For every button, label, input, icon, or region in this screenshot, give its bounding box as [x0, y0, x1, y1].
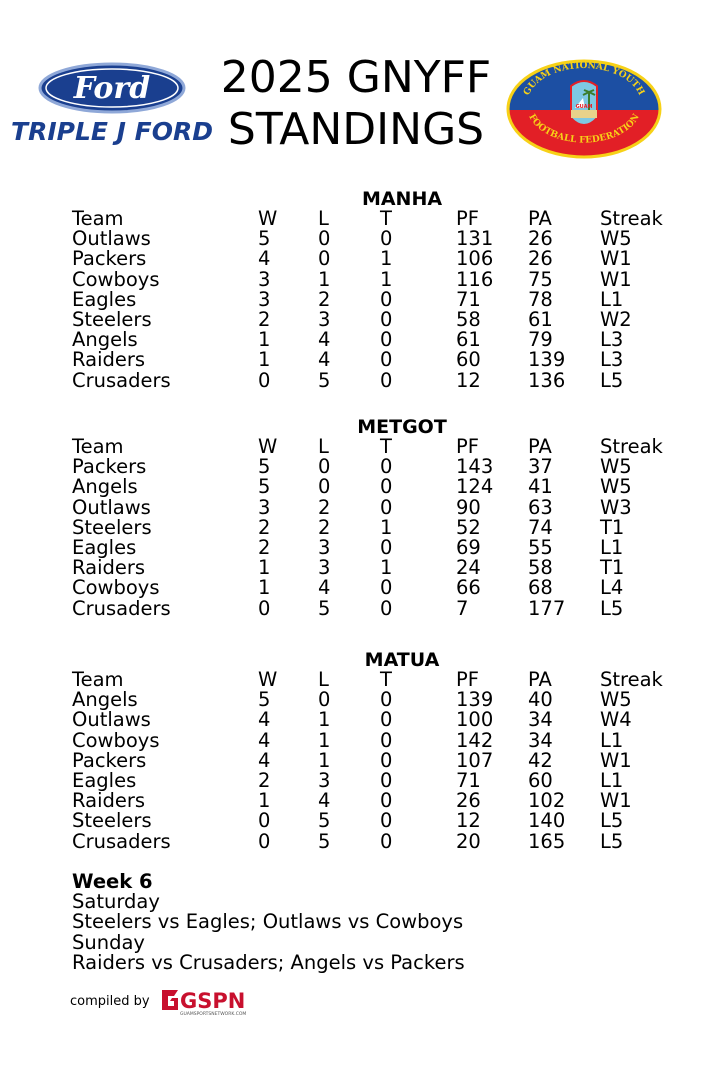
stat-cell: L5 [600, 368, 624, 392]
stat-cell: 124 [456, 475, 494, 499]
stat-cell: 0 [380, 596, 393, 620]
stat-cell: 0 [380, 227, 393, 251]
column-header: Streak [600, 207, 663, 230]
stat-cell: 5 [258, 688, 271, 712]
stat-cell: 0 [318, 475, 331, 499]
team-name-cell: Outlaws [72, 495, 151, 519]
stat-cell: 63 [528, 495, 553, 519]
table-row [72, 477, 690, 497]
stat-cell: 0 [258, 829, 271, 853]
table-row [72, 270, 690, 290]
stat-cell: 2 [258, 308, 271, 332]
stat-cell: 4 [258, 708, 271, 732]
stat-cell: 71 [456, 287, 481, 311]
stat-cell: 55 [528, 536, 553, 560]
stat-cell: L1 [600, 287, 624, 311]
stat-cell: 131 [456, 227, 494, 251]
stat-cell: 60 [528, 769, 553, 793]
stat-cell: 0 [318, 455, 331, 479]
stat-cell: 0 [380, 328, 393, 352]
table-row [72, 710, 690, 730]
stat-cell: 1 [258, 789, 271, 813]
standings-table [72, 209, 690, 391]
day-label: Saturday [72, 890, 160, 914]
gspn-logo [160, 986, 260, 1016]
table-row [72, 350, 690, 370]
column-header: L [318, 435, 329, 458]
team-name-cell: Cowboys [72, 267, 160, 291]
stat-cell: W1 [600, 789, 632, 813]
stat-cell: L1 [600, 769, 624, 793]
stat-cell: 20 [456, 829, 481, 853]
table-row [72, 791, 690, 811]
team-name-cell: Angels [72, 688, 138, 712]
stat-cell: 71 [456, 769, 481, 793]
stat-cell: 68 [528, 576, 553, 600]
stat-cell: 41 [528, 475, 553, 499]
stat-cell: 66 [456, 576, 481, 600]
stat-cell: 5 [258, 475, 271, 499]
stat-cell: 0 [258, 596, 271, 620]
column-header: T [380, 435, 392, 458]
stat-cell: W1 [600, 267, 632, 291]
stat-cell: L1 [600, 728, 624, 752]
stat-cell: 1 [258, 328, 271, 352]
team-name-cell: Outlaws [72, 227, 151, 251]
stat-cell: 2 [258, 769, 271, 793]
day-games: Steelers vs Eagles; Outlaws vs Cowboys [72, 910, 464, 934]
column-header: Team [72, 668, 124, 691]
stat-cell: 5 [318, 368, 331, 392]
column-header: PF [456, 435, 479, 458]
day-label: Sunday [72, 930, 145, 954]
stat-cell: 3 [318, 536, 331, 560]
stat-cell: 12 [456, 368, 481, 392]
team-name-cell: Packers [72, 748, 147, 772]
team-name-cell: Raiders [72, 556, 146, 580]
team-name-cell: Angels [72, 475, 138, 499]
team-name-cell: Crusaders [72, 368, 171, 392]
stat-cell: 5 [258, 227, 271, 251]
guam-national-youth-football-federation-logo [505, 58, 663, 160]
stat-cell: 4 [318, 328, 331, 352]
table-header-row [72, 209, 690, 229]
stat-cell: 1 [258, 576, 271, 600]
week-schedule [72, 872, 465, 973]
week-title: Week 6 [72, 870, 153, 893]
column-header: W [258, 207, 278, 230]
stat-cell: 4 [318, 348, 331, 372]
stat-cell: 3 [318, 769, 331, 793]
stat-cell: 1 [380, 515, 393, 539]
column-header: T [380, 668, 392, 691]
table-row [72, 229, 690, 249]
table-row [72, 457, 690, 477]
stat-cell: 4 [318, 789, 331, 813]
stat-cell: 0 [380, 728, 393, 752]
table-row [72, 599, 690, 619]
stat-cell: W1 [600, 247, 632, 271]
stat-cell: L5 [600, 809, 624, 833]
stat-cell: W5 [600, 688, 632, 712]
stat-cell: L5 [600, 829, 624, 853]
table-row [72, 518, 690, 538]
title-line-2: STANDINGS [227, 104, 485, 155]
team-name-cell: Cowboys [72, 728, 160, 752]
stat-cell: 61 [528, 308, 553, 332]
stat-cell: 3 [318, 556, 331, 580]
table-row [72, 811, 690, 831]
stat-cell: 143 [456, 455, 494, 479]
stat-cell: 5 [318, 809, 331, 833]
stat-cell: 5 [318, 596, 331, 620]
stat-cell: 0 [380, 789, 393, 813]
stat-cell: 0 [380, 455, 393, 479]
table-row [72, 310, 690, 330]
stat-cell: 116 [456, 267, 494, 291]
stat-cell: 5 [318, 829, 331, 853]
team-name-cell: Eagles [72, 536, 137, 560]
column-header: W [258, 668, 278, 691]
stat-cell: 4 [258, 728, 271, 752]
stat-cell: 3 [258, 287, 271, 311]
stat-cell: 139 [528, 348, 566, 372]
stat-cell: W5 [600, 455, 632, 479]
table-row [72, 558, 690, 578]
team-name-cell: Cowboys [72, 576, 160, 600]
column-header: T [380, 207, 392, 230]
stat-cell: 40 [528, 688, 553, 712]
stat-cell: 26 [528, 227, 553, 251]
column-header: Team [72, 435, 124, 458]
division-manha [72, 189, 692, 391]
team-name-cell: Raiders [72, 789, 146, 813]
stat-cell: W3 [600, 495, 632, 519]
stat-cell: 2 [258, 536, 271, 560]
team-name-cell: Crusaders [72, 829, 171, 853]
stat-cell: 102 [528, 789, 566, 813]
stat-cell: 61 [456, 328, 481, 352]
stat-cell: L5 [600, 596, 624, 620]
stat-cell: 0 [380, 769, 393, 793]
triple-j-ford-logo [11, 62, 213, 150]
guam-seal-text: GUAM [575, 104, 593, 110]
team-name-cell: Crusaders [72, 596, 171, 620]
team-name-cell: Angels [72, 328, 138, 352]
guam-logo-top-text: GUAM NATIONAL YOUTH [522, 60, 646, 98]
table-header-row [72, 670, 690, 690]
stat-cell: T1 [600, 556, 625, 580]
stat-cell: T1 [600, 515, 625, 539]
division-metgot [72, 417, 692, 619]
stat-cell: 0 [380, 536, 393, 560]
table-row [72, 731, 690, 751]
table-row [72, 371, 690, 391]
stat-cell: 106 [456, 247, 494, 271]
stat-cell: W4 [600, 708, 632, 732]
division-title: MANHA [361, 188, 443, 210]
stat-cell: 0 [380, 475, 393, 499]
stat-cell: 0 [258, 368, 271, 392]
stat-cell: 2 [318, 515, 331, 539]
column-header: PA [528, 207, 552, 230]
stat-cell: 1 [380, 556, 393, 580]
stat-cell: 0 [380, 708, 393, 732]
stat-cell: 2 [318, 495, 331, 519]
column-header: PA [528, 668, 552, 691]
stat-cell: 142 [456, 728, 494, 752]
stat-cell: L1 [600, 536, 624, 560]
stat-cell: 0 [380, 495, 393, 519]
standings-table [72, 670, 690, 852]
standings-table [72, 437, 690, 619]
stat-cell: W2 [600, 308, 632, 332]
column-header: PF [456, 668, 479, 691]
division-title: MATUA [364, 649, 440, 671]
team-name-cell: Eagles [72, 769, 137, 793]
column-header: Team [72, 207, 124, 230]
stat-cell: 1 [380, 247, 393, 271]
stat-cell: 3 [318, 308, 331, 332]
stat-cell: 1 [318, 748, 331, 772]
day-games: Raiders vs Crusaders; Angels vs Packers [72, 950, 465, 974]
stat-cell: 0 [380, 829, 393, 853]
ford-script-text: Ford [73, 71, 151, 106]
stat-cell: 2 [258, 515, 271, 539]
gspn-text: GSPN [179, 989, 245, 1013]
table-row [72, 330, 690, 350]
table-row [72, 498, 690, 518]
stat-cell: 100 [456, 708, 494, 732]
stat-cell: 24 [456, 556, 481, 580]
stat-cell: 60 [456, 348, 481, 372]
table-row [72, 832, 690, 852]
stat-cell: 139 [456, 688, 494, 712]
stat-cell: 0 [380, 748, 393, 772]
compiled-by-credit [70, 986, 260, 1016]
table-row [72, 290, 690, 310]
division-matua [72, 650, 692, 852]
stat-cell: 4 [318, 576, 331, 600]
stat-cell: 0 [318, 688, 331, 712]
team-name-cell: Steelers [72, 809, 152, 833]
stat-cell: 74 [528, 515, 553, 539]
stat-cell: 42 [528, 748, 553, 772]
table-row [72, 249, 690, 269]
team-name-cell: Raiders [72, 348, 146, 372]
stat-cell: 1 [258, 556, 271, 580]
column-header: Streak [600, 435, 663, 458]
stat-cell: 7 [456, 596, 469, 620]
stat-cell: W5 [600, 475, 632, 499]
stat-cell: 1 [258, 348, 271, 372]
stat-cell: 34 [528, 728, 553, 752]
stat-cell: 0 [380, 287, 393, 311]
stat-cell: W5 [600, 227, 632, 251]
stat-cell: 26 [528, 247, 553, 271]
stat-cell: 107 [456, 748, 494, 772]
division-title: METGOT [357, 416, 447, 438]
stat-cell: 3 [258, 267, 271, 291]
stat-cell: 0 [318, 247, 331, 271]
table-row [72, 538, 690, 558]
table-row [72, 751, 690, 771]
table-row [72, 578, 690, 598]
stat-cell: 177 [528, 596, 566, 620]
column-header: Streak [600, 668, 663, 691]
stat-cell: L4 [600, 576, 624, 600]
column-header: L [318, 207, 329, 230]
stat-cell: 78 [528, 287, 553, 311]
stat-cell: 140 [528, 809, 566, 833]
stat-cell: 34 [528, 708, 553, 732]
stat-cell: 90 [456, 495, 481, 519]
stat-cell: L3 [600, 348, 624, 372]
stat-cell: 69 [456, 536, 481, 560]
team-name-cell: Packers [72, 455, 147, 479]
stat-cell: 79 [528, 328, 553, 352]
stat-cell: 37 [528, 455, 553, 479]
stat-cell: 26 [456, 789, 481, 813]
team-name-cell: Packers [72, 247, 147, 271]
column-header: PF [456, 207, 479, 230]
stat-cell: 0 [380, 688, 393, 712]
stat-cell: 2 [318, 287, 331, 311]
stat-cell: 12 [456, 809, 481, 833]
stat-cell: W1 [600, 748, 632, 772]
team-name-cell: Steelers [72, 515, 152, 539]
stat-cell: 0 [318, 227, 331, 251]
stat-cell: 1 [318, 728, 331, 752]
stat-cell: 0 [380, 348, 393, 372]
stat-cell: 4 [258, 748, 271, 772]
stat-cell: 58 [528, 556, 553, 580]
column-header: PA [528, 435, 552, 458]
team-name-cell: Eagles [72, 287, 137, 311]
title-line-1: 2025 GNYFF [220, 52, 492, 103]
stat-cell: 58 [456, 308, 481, 332]
stat-cell: 136 [528, 368, 566, 392]
column-header: W [258, 435, 278, 458]
column-header: L [318, 668, 329, 691]
table-row [72, 771, 690, 791]
stat-cell: 0 [258, 809, 271, 833]
stat-cell: 0 [380, 308, 393, 332]
compiled-by-label: compiled by [70, 993, 150, 1009]
stat-cell: L3 [600, 328, 624, 352]
stat-cell: 165 [528, 829, 566, 853]
team-name-cell: Outlaws [72, 708, 151, 732]
table-row [72, 690, 690, 710]
stat-cell: 1 [318, 267, 331, 291]
table-header-row [72, 437, 690, 457]
stat-cell: 0 [380, 809, 393, 833]
triple-j-ford-text: TRIPLE J FORD [11, 117, 213, 146]
stat-cell: 0 [380, 368, 393, 392]
stat-cell: 3 [258, 495, 271, 519]
stat-cell: 1 [318, 708, 331, 732]
stat-cell: 75 [528, 267, 553, 291]
gspn-sub-text: GUAMSPORTSNETWORK.COM [179, 1012, 246, 1017]
stat-cell: 0 [380, 576, 393, 600]
team-name-cell: Steelers [72, 308, 152, 332]
page-title [196, 52, 516, 156]
stat-cell: 5 [258, 455, 271, 479]
guam-logo-bottom-text: FOOTBALL FEDERATION [526, 112, 642, 146]
stat-cell: 1 [380, 267, 393, 291]
stat-cell: 52 [456, 515, 481, 539]
stat-cell: 4 [258, 247, 271, 271]
